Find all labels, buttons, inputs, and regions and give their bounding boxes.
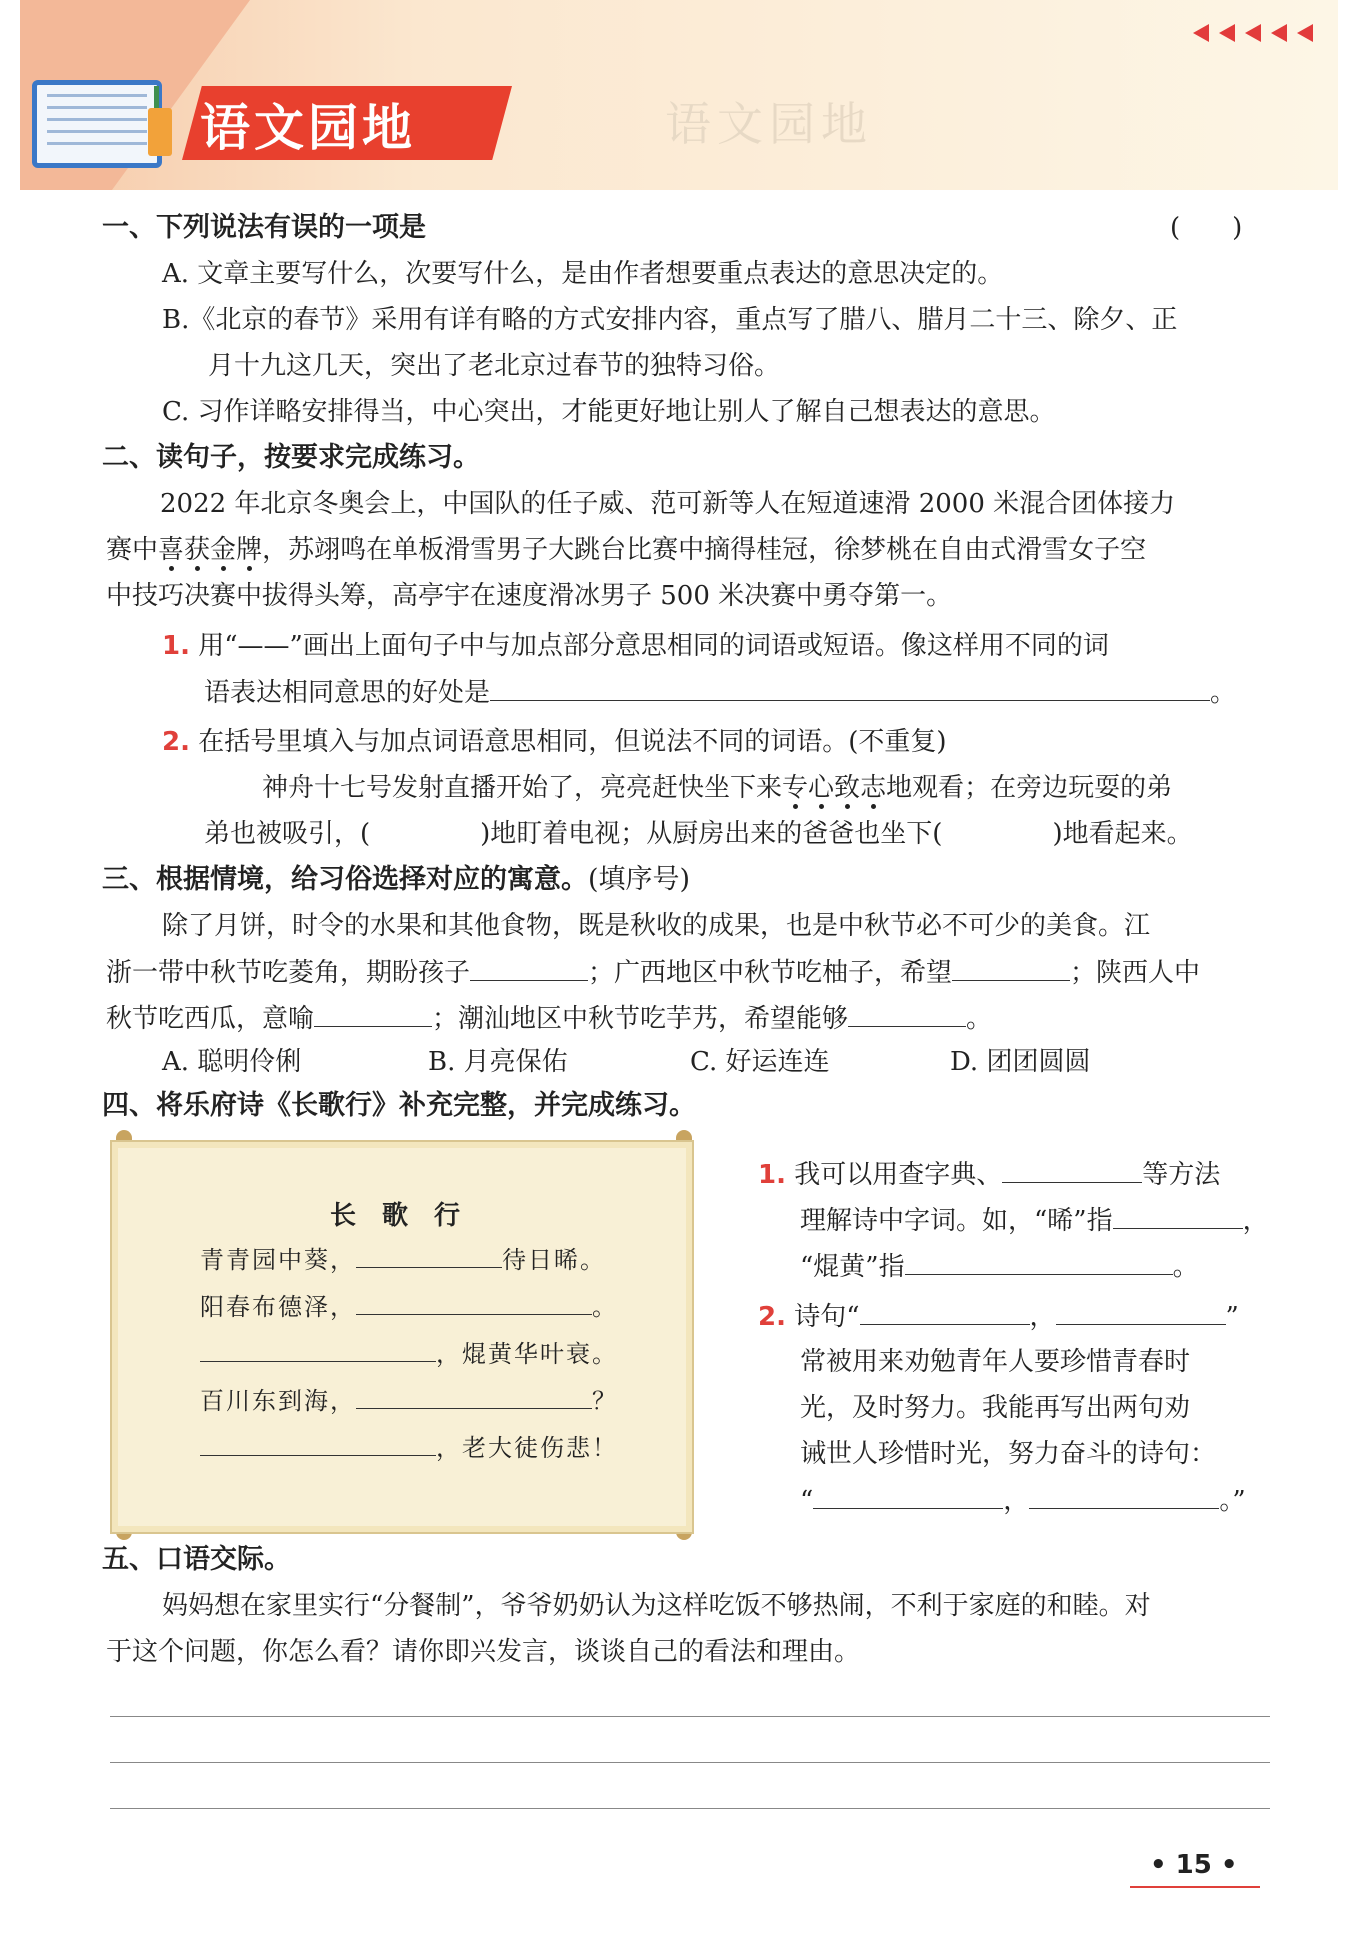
sub-question-1: 1. 用“——”画出上面句子中与加点部分意思相同的词语或短语。像这样用不同的词	[162, 631, 1109, 661]
poem-question-2-line-3: 光，及时努力。我能再写出两句劝	[800, 1393, 1191, 1423]
answer-blank[interactable]	[490, 672, 1210, 701]
question-2-title: 二、读句子，按要求完成练习。	[102, 442, 480, 473]
question-5-title: 五、口语交际。	[102, 1544, 291, 1575]
poem-line-3: ，焜黄华叶衰。	[200, 1337, 618, 1369]
answer-line[interactable]	[110, 1716, 1270, 1717]
answer-blank[interactable]	[1002, 1154, 1142, 1183]
poem-question-1: 1. 我可以用查字典、 等方法	[758, 1154, 1220, 1195]
choice-c: C. 好运连连	[690, 1047, 830, 1077]
faint-background-title: 语文园地	[665, 97, 873, 151]
option-b-line-2: 月十九这几天，突出了老北京过春节的独特习俗。	[208, 351, 781, 381]
dotted-phrase: 喜获金牌	[158, 535, 263, 565]
passage-line-2: 赛中喜获金牌，苏翊鸣在单板滑雪男子大跳台比赛中摘得桂冠，徐梦桃在自由式滑雪女子空	[106, 535, 1147, 565]
option-a: A. 文章主要写什么，次要写什么，是由作者想要重点表达的意思决定的。	[162, 259, 1004, 289]
answer-line[interactable]	[110, 1762, 1270, 1763]
question-1-title: 一、下列说法有误的一项是	[102, 212, 426, 243]
question-4-title: 四、将乐府诗《长歌行》补充完整，并完成练习。	[102, 1090, 696, 1121]
poem-blank[interactable]	[356, 1384, 592, 1409]
answer-blank[interactable]	[1056, 1296, 1226, 1325]
poem-question-2-line-4: 诫世人珍惜时光，努力奋斗的诗句：	[800, 1439, 1217, 1469]
answer-blank[interactable]	[860, 1296, 1030, 1325]
poem-blank[interactable]	[200, 1337, 436, 1362]
poem-line-1: 青青园中葵， 待日晞。	[200, 1243, 606, 1275]
poem-question-2-line-5: “ ， 。”	[800, 1480, 1246, 1521]
passage-line-3: 中技巧决赛中拔得头筹，高亭宇在速度滑冰男子 500 米决赛中勇夺第一。	[106, 581, 953, 611]
poem-title: 长歌行	[330, 1201, 487, 1231]
answer-parentheses[interactable]: ( )	[1170, 213, 1243, 243]
sub-question-1-line-2: 语表达相同意思的好处是 。	[204, 672, 1236, 713]
passage-3-line-1: 除了月饼，时令的水果和其他食物，既是秋收的成果，也是中秋节必不可少的美食。江	[162, 911, 1151, 941]
laptop-icon	[32, 80, 162, 168]
passage-line-1: 2022 年北京冬奥会上，中国队的任子威、范可新等人在短道速滑 2000 米混合团体接力	[160, 489, 1176, 519]
poem-blank[interactable]	[356, 1243, 502, 1268]
sub-question-2-passage-1: 神舟十七号发射直播开始了，亮亮赶快坐下来专心致志地观看；在旁边玩耍的弟	[262, 773, 1173, 803]
answer-blank[interactable]	[1113, 1200, 1243, 1229]
question-3-title: 三、根据情境，给习俗选择对应的寓意。(填序号)	[102, 864, 691, 895]
poem-question-2: 2. 诗句“ ， ”	[758, 1296, 1239, 1337]
choice-d: D. 团团圆圆	[950, 1047, 1091, 1077]
choice-b: B. 月亮保佑	[428, 1047, 568, 1077]
sub-question-2-passage-2: 弟也被吸引，( )地盯着电视；从厨房出来的爸爸也坐下( )地看起来。	[204, 819, 1193, 849]
page-number: • 15 •	[1150, 1850, 1238, 1880]
answer-blank[interactable]	[470, 952, 588, 981]
choice-a: A. 聪明伶俐	[162, 1047, 302, 1077]
option-c: C. 习作详略安排得当，中心突出，才能更好地让别人了解自己想表达的意思。	[162, 397, 1056, 427]
poem-question-1-line-3: “焜黄”指 。	[800, 1246, 1199, 1287]
poem-question-2-line-2: 常被用来劝勉青年人要珍惜青春时	[800, 1347, 1191, 1377]
passage-3-line-3: 秋节吃西瓜，意喻 ；潮汕地区中秋节吃芋艿，希望能够 。	[106, 998, 992, 1039]
answer-blank[interactable]	[813, 1480, 1003, 1509]
answer-blank[interactable]	[848, 998, 966, 1027]
section-title: 语文园地	[200, 99, 416, 157]
option-b-line-1: B.《北京的春节》采用有详有略的方式安排内容，重点写了腊八、腊月二十三、除夕、正	[162, 305, 1178, 335]
speaking-prompt-line-1: 妈妈想在家里实行“分餐制”，爷爷奶奶认为这样吃饭不够热闹，不利于家庭的和睦。对	[162, 1591, 1151, 1621]
poem-blank[interactable]	[356, 1290, 592, 1315]
arrow-decoration-icons	[1193, 24, 1313, 42]
poem-line-5: ，老大徒伤悲！	[200, 1431, 618, 1463]
page-number-underline	[1130, 1886, 1260, 1888]
dotted-phrase-2: 专心致志	[782, 773, 887, 803]
answer-line[interactable]	[110, 1808, 1270, 1809]
poem-line-2: 阳春布德泽， 。	[200, 1290, 618, 1322]
answer-blank[interactable]	[905, 1246, 1173, 1275]
answer-blank[interactable]	[952, 952, 1070, 981]
sub-question-2: 2. 在括号里填入与加点词语意思相同，但说法不同的词语。(不重复)	[162, 727, 947, 757]
poem-blank[interactable]	[200, 1431, 436, 1456]
passage-3-line-2: 浙一带中秋节吃菱角，期盼孩子 ；广西地区中秋节吃柚子，希望 ；陕西人中	[106, 952, 1200, 993]
answer-blank[interactable]	[314, 998, 432, 1027]
poem-line-4: 百川东到海， ？	[200, 1384, 618, 1416]
speaking-prompt-line-2: 于这个问题，你怎么看？请你即兴发言，谈谈自己的看法和理由。	[106, 1637, 861, 1667]
answer-blank[interactable]	[1029, 1480, 1219, 1509]
pen-holder-icon	[148, 108, 172, 156]
poem-question-1-line-2: 理解诗中字词。如，“晞”指 ，	[800, 1200, 1269, 1241]
